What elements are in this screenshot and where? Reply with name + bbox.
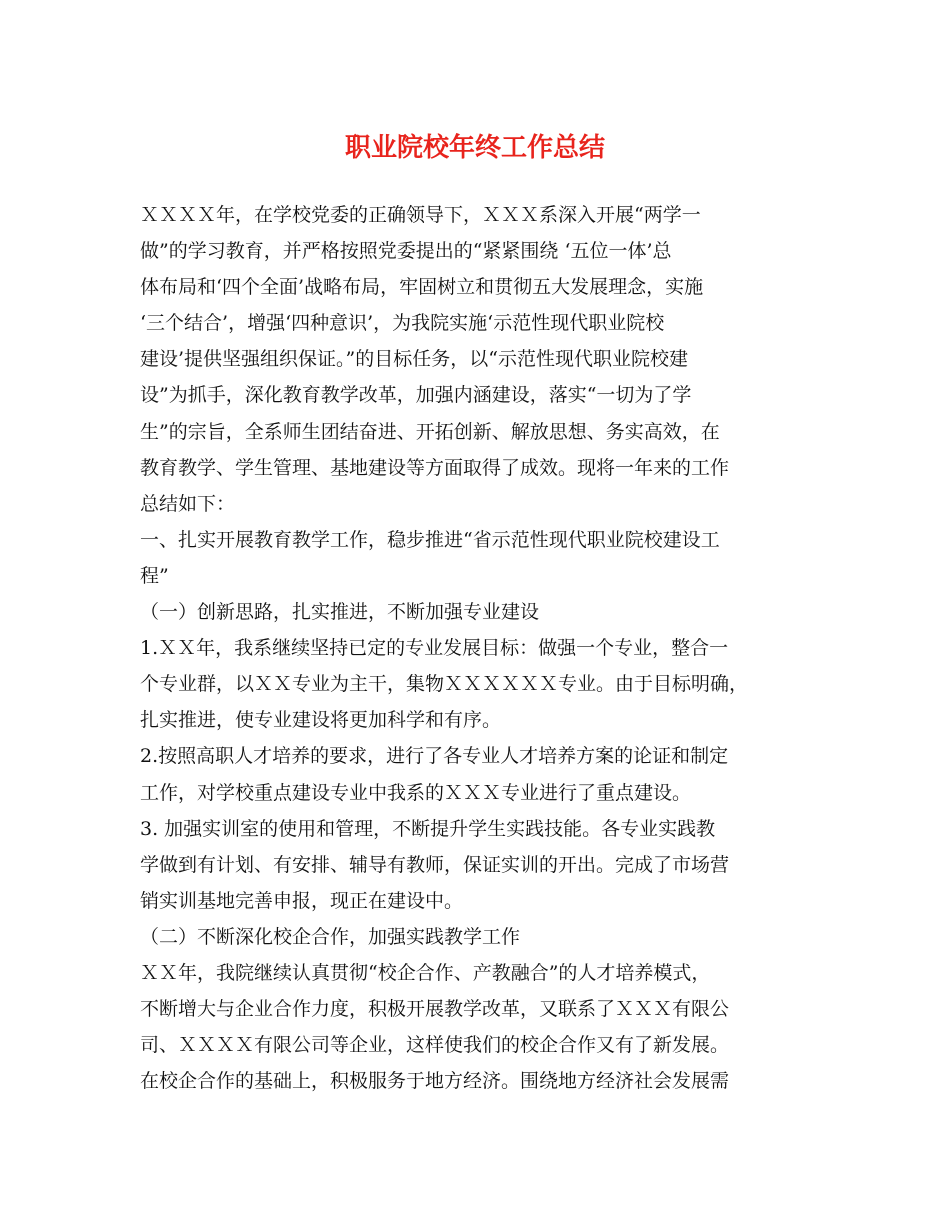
text-line: 做”的学习教育，并严格按照党委提出的“紧紧围绕 ‘五位一体’总 — [140, 240, 672, 263]
text-line: ＸＸＸＸ年，在学校党委的正确领导下，ＸＸＸ系深入开展“两学一 — [140, 204, 701, 226]
text-line: 个专业群，以ＸＸ专业为主干，集物ＸＸＸＸＸＸ专业。由于目标明确， — [140, 673, 749, 696]
text-line: 1.ＸＸ年，我系继续坚持已定的专业发展目标：做强一个专业，整合一 — [140, 637, 729, 660]
section-heading: 程” — [140, 564, 169, 587]
subsection-heading: （二）不断深化校企合作，加强实践教学工作 — [140, 925, 521, 948]
section-heading: 一、扎实开展教育教学工作，稳步推进“省示范性现代职业院校建设工 — [140, 528, 720, 551]
text-line: 总结如下： — [140, 492, 236, 515]
text-line: 销实训基地完善申报，现正在建设中。 — [140, 889, 464, 912]
text-line: 扎实推进，使专业建设将更加科学和有序。 — [140, 709, 502, 732]
text-line: 工作，对学校重点建设专业中我系的ＸＸＸ专业进行了重点建设。 — [140, 781, 692, 804]
text-line: 司、ＸＸＸＸ有限公司等企业，这样使我们的校企合作又有了新发展。 — [140, 1034, 730, 1057]
text-line: 设”为抓手，深化教育教学改革，加强内涵建设，落实“一切为了学 — [140, 384, 692, 407]
text-line: ‘三个结合’，增强‘四种意识’，为我院实施‘示范性现代职业院校 — [140, 312, 665, 335]
document-title: 职业院校年终工作总结 — [344, 133, 605, 163]
text-line: 不断增大与企业合作力度，积极开展教学改革，又联系了ＸＸＸ有限公 — [140, 998, 730, 1021]
text-line: 生”的宗旨，全系师生团结奋进、开拓创新、解放思想、务实高效，在 — [140, 420, 720, 443]
subsection-heading: （一）创新思路，扎实推进，不断加强专业建设 — [140, 601, 540, 624]
text-line: 2.按照高职人才培养的要求，进行了各专业人才培养方案的论证和制定 — [140, 745, 729, 768]
text-line: ＸＸ年，我院继续认真贯彻“校企合作、产教融合”的人才培养模式， — [140, 961, 711, 984]
text-line: 学做到有计划、有安排、辅导有教师，保证实训的开出。完成了市场营 — [140, 853, 730, 876]
text-line: 建设’提供坚强组织保证。”的目标任务，以“示范性现代职业院校建 — [140, 348, 688, 371]
text-line: 3. 加强实训室的使用和管理，不断提升学生实践技能。各专业实践教 — [140, 817, 716, 840]
text-line: 教育教学、学生管理、基地建设等方面取得了成效。现将一年来的工作 — [140, 456, 730, 479]
text-line: 体布局和‘四个全面’战略布局，牢固树立和贯彻五大发展理念，实施 — [140, 276, 704, 299]
document-body — [140, 197, 820, 1099]
text-line: 在校企合作的基础上，积极服务于地方经济。围绕地方经济社会发展需 — [140, 1070, 730, 1093]
